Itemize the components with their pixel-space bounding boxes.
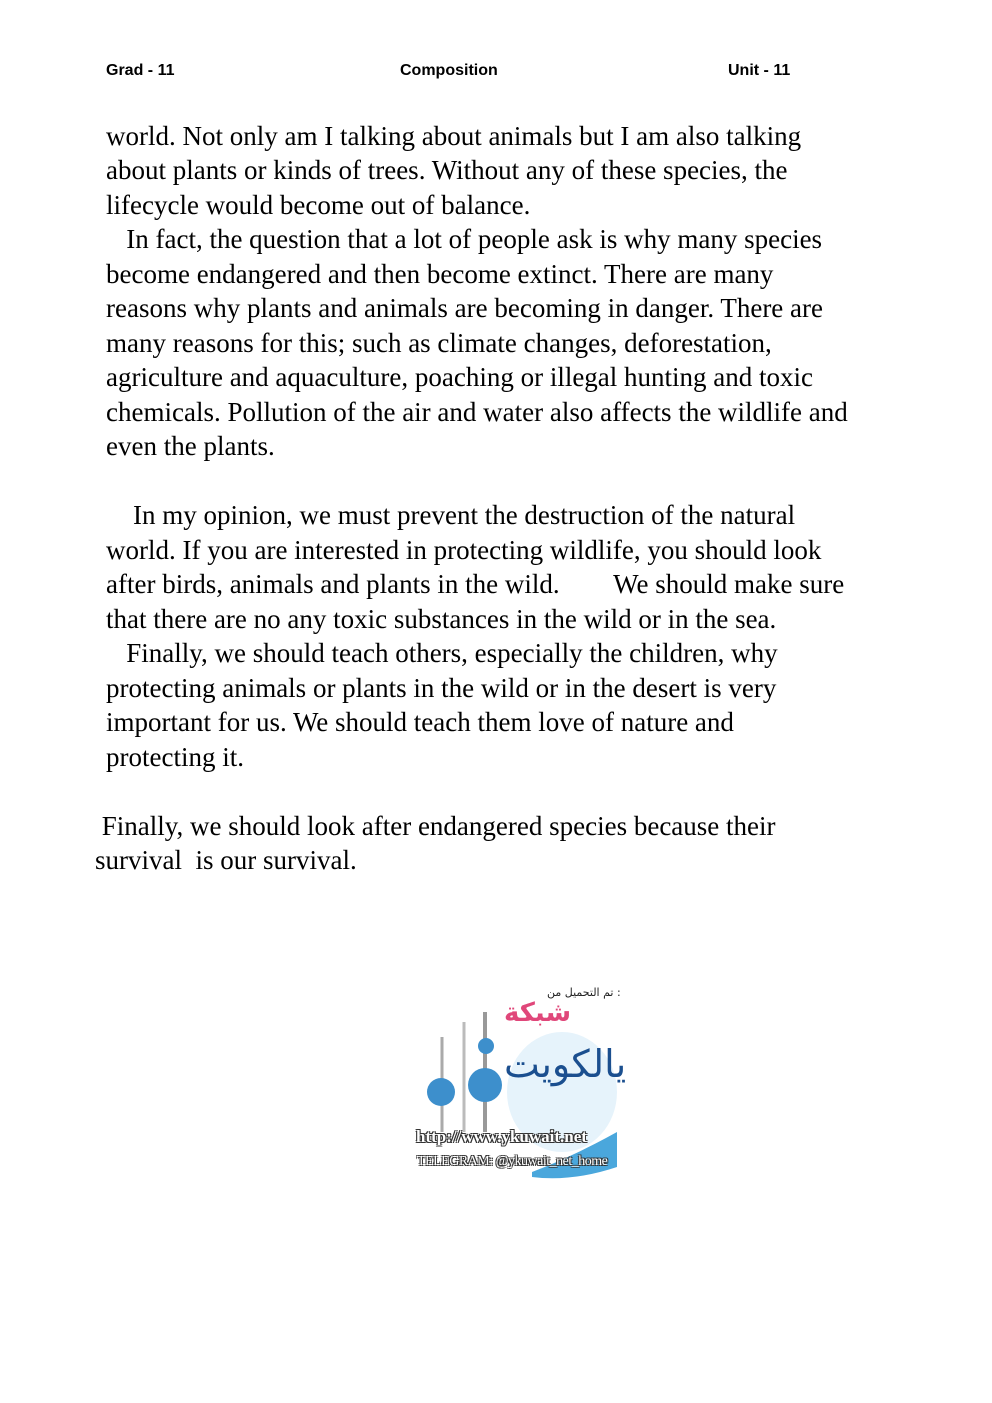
header-grade: Grad - 11	[106, 62, 175, 79]
logo-url: http://www.ykuwait.net	[416, 1127, 587, 1146]
text-line: reasons why plants and animals are becoming in danger. There are	[106, 293, 824, 323]
text-line: In fact, the question that a lot of people ask is why many species	[106, 224, 823, 254]
text-line: world. If you are interested in protecting wildlife, you should look	[106, 535, 822, 565]
header-subject: Composition	[400, 62, 498, 79]
text-line: become endangered and then become extinct. There are many	[106, 259, 774, 289]
text-line: world. Not only am I talking about animals but I am also talking	[106, 121, 802, 151]
text-line: protecting it.	[106, 742, 244, 772]
text-line: even the plants.	[106, 431, 275, 461]
logo-telegram: TELEGRAM: @ykuwait_net_home	[417, 1154, 608, 1169]
ykuwait-logo	[412, 982, 627, 1188]
text-line: many reasons for this; such as climate changes, deforestation,	[106, 328, 772, 358]
text-line: agriculture and aquaculture, poaching or illegal hunting and toxic	[106, 362, 814, 392]
text-line: that there are no any toxic substances in the wild or in the sea.	[106, 604, 777, 634]
text-line: important for us. We should teach them love of nature and	[106, 707, 734, 737]
text-line: after birds, animals and plants in the wild. We should make sure	[106, 569, 845, 599]
text-line: about plants or kinds of trees. Without any of these species, the	[106, 155, 788, 185]
text-line: chemicals. Pollution of the air and water also affects the wildlife and	[106, 397, 848, 427]
logo-network: شبكة	[504, 998, 572, 1028]
header-unit: Unit - 11	[728, 62, 791, 79]
text-line: protecting animals or plants in the wild or in the desert is very	[106, 673, 777, 703]
text-line: lifecycle would become out of balance.	[106, 190, 531, 220]
text-line: survival is our survival.	[95, 845, 357, 875]
text-line: Finally, we should teach others, especially the children, why	[106, 638, 778, 668]
text-line: Finally, we should look after endangered species because their	[95, 811, 776, 841]
logo-name: يالكويت	[504, 1042, 627, 1086]
logo-downloaded-from: تم التحميل من :	[547, 986, 621, 999]
text-line: In my opinion, we must prevent the destruction of the natural	[106, 500, 796, 530]
